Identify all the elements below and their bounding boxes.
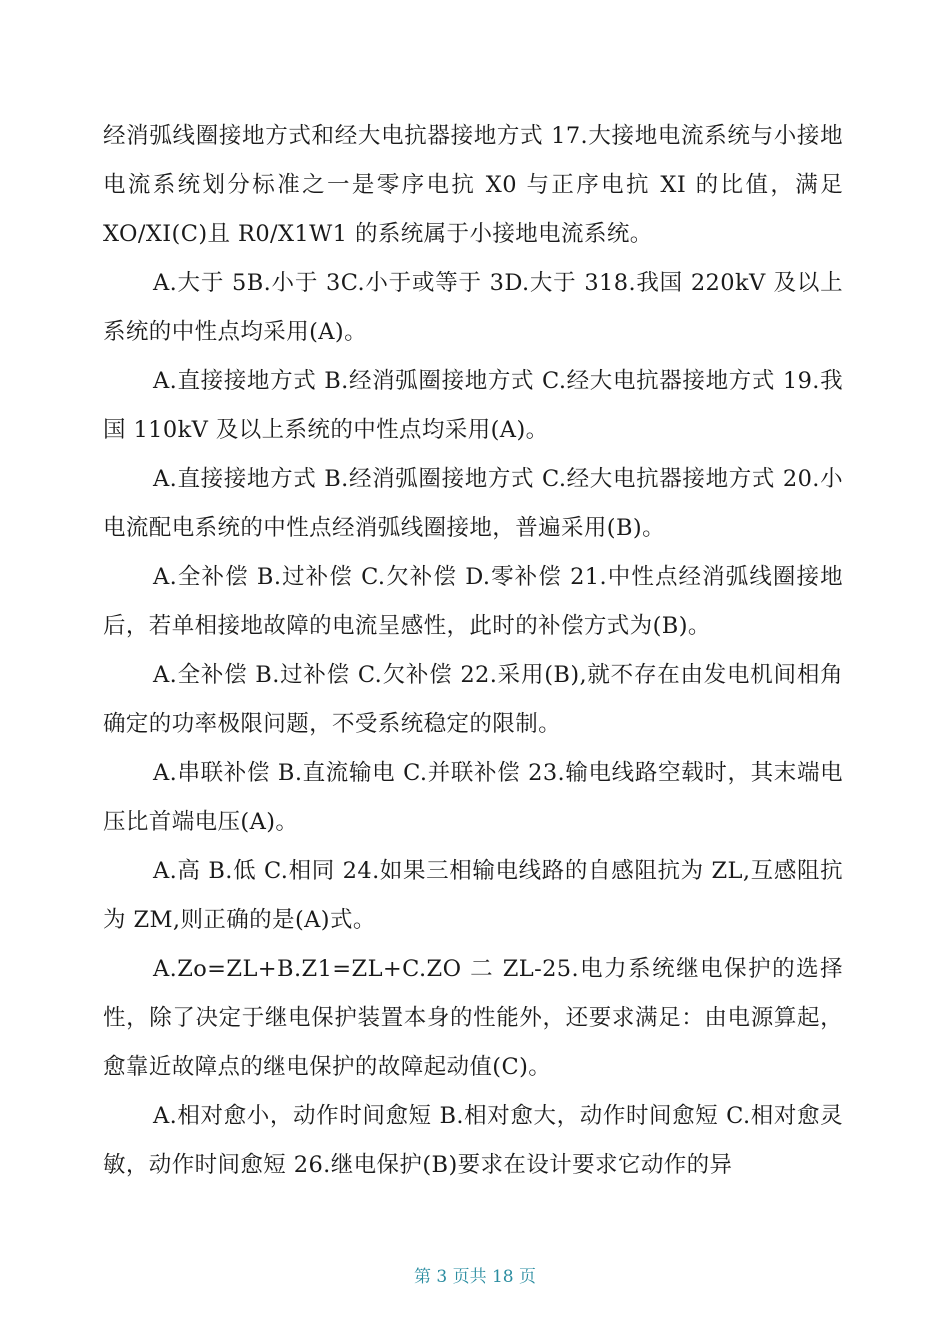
paragraph-3: A.直接接地方式 B.经消弧圈接地方式 C.经大电抗器接地方式 19.我国 110kV 及以上系统的中性点均采用(A)。 bbox=[103, 368, 843, 443]
paragraph-2: A.大于 5B.小于 3C.小于或等于 3D.大于 318.我国 220kV 及以上系统的中性点均采用(A)。 bbox=[103, 270, 843, 345]
paragraph-1: 经消弧线圈接地方式和经大电抗器接地方式 17.大接地电流系统与小接地电流系统划分标准之一是零序电抗 X0 与正序电抗 XI 的比值，满足 XO/XI(C)且 R0/X1W1 的系统属于小接地电流系统。 bbox=[103, 123, 843, 247]
paragraph-9: A.Zo=ZL+B.Z1=ZL+C.ZO 二 ZL-25.电力系统继电保护的选择性，除了决定于继电保护装置本身的性能外，还要求满足：由电源算起，愈靠近故障点的继电保护的故障起动值(C)。 bbox=[103, 956, 843, 1080]
paragraph-8: A.高 B.低 C.相同 24.如果三相输电线路的自感阻抗为 ZL,互感阻抗为 ZM,则正确的是(A)式。 bbox=[103, 858, 843, 933]
document-body bbox=[103, 112, 843, 1190]
paragraph-6: A.全补偿 B.过补偿 C.欠补偿 22.采用(B),就不存在由发电机间相角确定的功率极限问题，不受系统稳定的限制。 bbox=[103, 662, 843, 737]
paragraph-7: A.串联补偿 B.直流输电 C.并联补偿 23.输电线路空载时，其末端电压比首端电压(A)。 bbox=[103, 760, 843, 835]
paragraph-10: A.相对愈小，动作时间愈短 B.相对愈大，动作时间愈短 C.相对愈灵敏，动作时间愈短 26.继电保护(B)要求在设计要求它动作的异 bbox=[103, 1103, 843, 1178]
paragraph-4: A.直接接地方式 B.经消弧圈接地方式 C.经大电抗器接地方式 20.小电流配电系统的中性点经消弧线圈接地，普遍采用(B)。 bbox=[103, 466, 843, 541]
page-number-footer: 第 3 页共 18 页 bbox=[413, 1267, 537, 1287]
paragraph-5: A.全补偿 B.过补偿 C.欠补偿 D.零补偿 21.中性点经消弧线圈接地后，若单相接地故障的电流呈感性，此时的补偿方式为(B)。 bbox=[103, 564, 843, 639]
